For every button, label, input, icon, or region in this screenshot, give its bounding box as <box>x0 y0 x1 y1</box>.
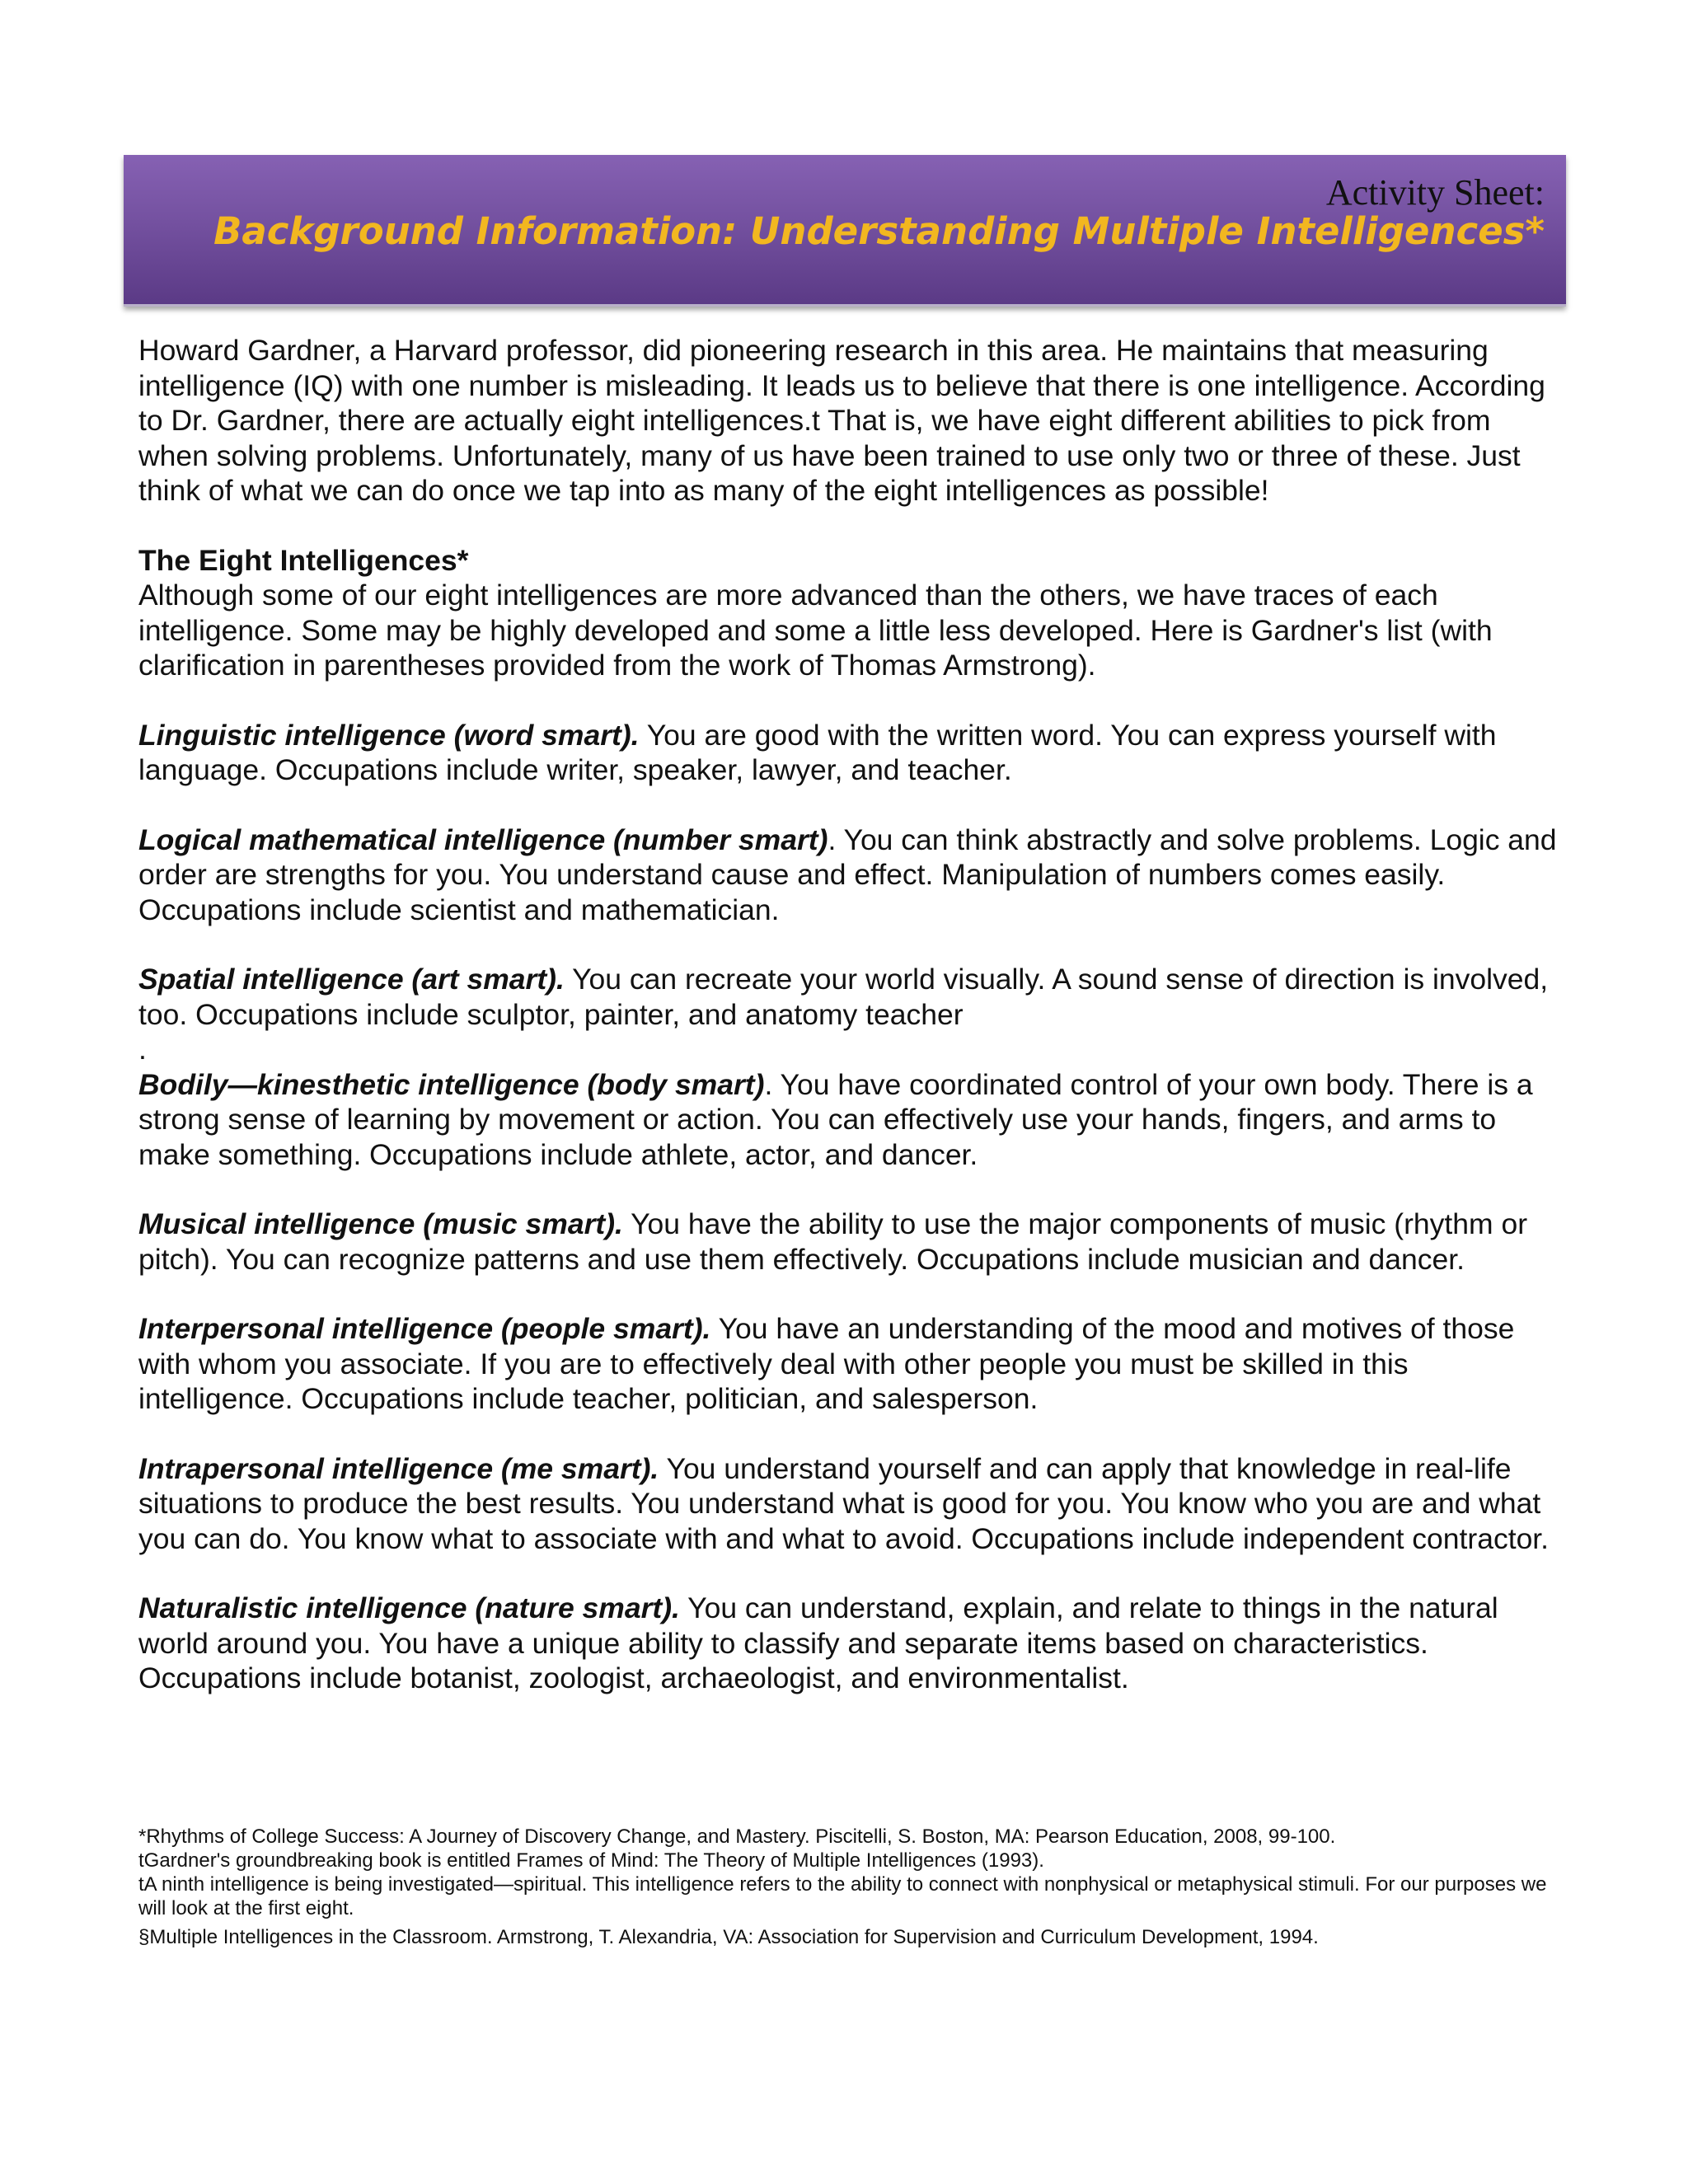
intelligence-description: You have an understanding of the mood and motives of those with whom you associate. If you are to effectively deal with other people you must be skilled in this intelligence. Occupations include teacher, politician, and salesperson. <box>138 1312 1515 1415</box>
section-paragraph: Although some of our eight intelligences are more advanced than the others, we have traces of each intelligence. Some may be highly developed and some a little less developed. Here is Gardner's list (with clarification in parentheses provided from the work of Thomas Armstrong). <box>138 579 1493 682</box>
footnotes <box>138 1825 1564 1949</box>
intelligence-description: . You can think abstractly and solve problems. Logic and order are strengths for you. You understand cause and effect. Manipulation of numbers comes easily. Occupations include scientist and mathematician. <box>138 823 1557 926</box>
footnote-4: §Multiple Intelligences in the Classroom. Armstrong, T. Alexandria, VA: Association for Supervision and Curriculum Development, 1994. <box>138 1926 1319 1948</box>
intelligence-interpersonal <box>138 1311 1564 1417</box>
header-banner <box>124 155 1566 307</box>
intelligence-term: Linguistic intelligence (word smart). <box>138 718 640 752</box>
footnote-1: *Rhythms of College Success: A Journey of Discovery Change, and Mastery. Piscitelli, S. Boston, MA: Pearson Education, 2008, 99-100. <box>138 1825 1336 1848</box>
intelligence-description: You can understand, explain, and relate to things in the natural world around you. You have a unique ability to classify and separate items based on characteristics. Occupations include botanist, zoologist, archaeologist, and environmentalist. <box>138 1591 1498 1694</box>
intelligence-linguistic <box>138 718 1564 788</box>
intelligence-term: Bodily—kinesthetic intelligence (body smart) <box>138 1067 765 1101</box>
activity-sheet-label: Activity Sheet: <box>1325 172 1545 213</box>
intelligence-term: Musical intelligence (music smart). <box>138 1207 623 1240</box>
document-body <box>138 333 1564 1696</box>
intelligence-term: Naturalistic intelligence (nature smart). <box>138 1591 680 1624</box>
footnote-3: tA ninth intelligence is being investigated—spiritual. This intelligence refers to the ability to connect with nonphysical or metaphysical stimuli. For our purposes we will look at the first eight. <box>138 1873 1547 1919</box>
intelligence-description: You can recreate your world visually. A sound sense of direction is involved, too. Occupations include sculptor, painter, and anatomy teacher <box>138 963 1549 1031</box>
intelligence-term: Intrapersonal intelligence (me smart). <box>138 1451 659 1485</box>
section-heading: The Eight Intelligences* <box>138 543 469 577</box>
intelligence-term: Interpersonal intelligence (people smart). <box>138 1312 711 1345</box>
page-title: Background Information: Understanding Multiple Intelligences* <box>213 209 1545 253</box>
intelligence-logical <box>138 823 1564 928</box>
intelligence-musical <box>138 1207 1564 1277</box>
intelligence-bodily <box>138 1067 1564 1173</box>
intro-paragraph: Howard Gardner, a Harvard professor, did pioneering research in this area. He maintains that measuring intelligence (IQ) with one number is misleading. It leads us to believe that there is one intelligence. According to Dr. Gardner, there are actually eight intelligences.t That is, we have eight different abilities to pick from when solving problems. Unfortunately, many of us have been trained to use only two or three of these. Just think of what we can do once we tap into as many of the eight intelligences as possible! <box>138 334 1545 507</box>
intelligence-spatial <box>138 962 1564 1032</box>
intelligence-description: You have the ability to use the major components of music (rhythm or pitch). You can recognize patterns and use them effectively. Occupations include musician and dancer. <box>138 1207 1528 1276</box>
stray-period: . <box>138 1033 147 1066</box>
intelligence-intrapersonal <box>138 1451 1564 1557</box>
intelligence-description: . You have coordinated control of your own body. There is a strong sense of learning by movement or action. You can effectively use your hands, fingers, and arms to make something. Occupations include athlete, actor, and dancer. <box>138 1067 1533 1171</box>
intelligence-term: Spatial intelligence (art smart). <box>138 963 565 996</box>
intelligence-description: You are good with the written word. You can express yourself with language. Occupations include writer, speaker, lawyer, and teacher. <box>138 718 1497 786</box>
intelligence-description: You understand yourself and can apply that knowledge in real-life situations to produce the best results. You understand what is good for you. You know who you are and what you can do. You know what to associate with and what to avoid. Occupations include independent contractor. <box>138 1451 1550 1555</box>
footnote-2: tGardner's groundbreaking book is entitled Frames of Mind: The Theory of Multiple Intelligences (1993). <box>138 1849 1044 1872</box>
intelligence-naturalistic <box>138 1591 1564 1696</box>
intelligence-term: Logical mathematical intelligence (number smart) <box>138 823 828 856</box>
